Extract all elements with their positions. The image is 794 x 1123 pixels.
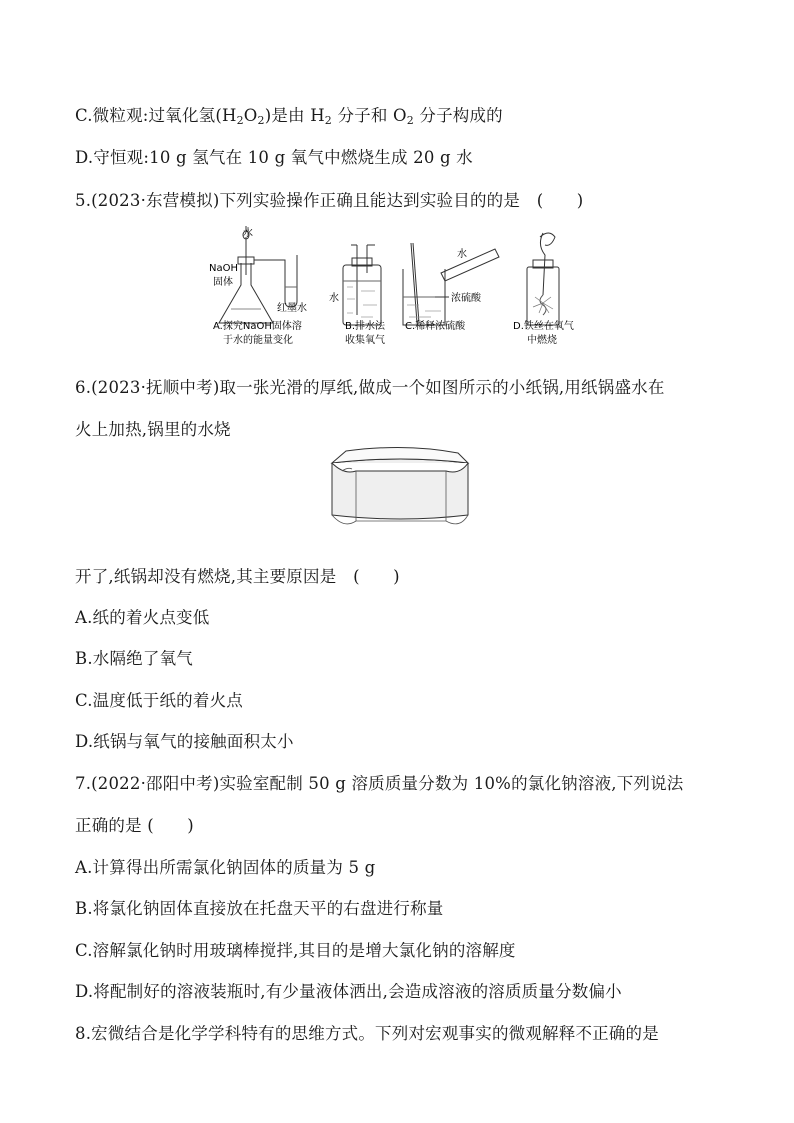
bottle-b: [343, 245, 381, 325]
q7-option-c: C.溶解氯化钠时用玻璃棒搅拌,其目的是增大氯化钠的溶解度: [75, 941, 516, 960]
q4-option-c: C.微粒观:过氧化氢$(H_2O_2)$是由 $H_2$ 分子和 $O_2$ 分子构成的: [75, 106, 503, 127]
d-caption-2: 中燃烧: [527, 335, 557, 346]
q7-stem-line-2: 正确的是 ( ): [75, 816, 194, 835]
b-label-water: 水: [329, 293, 339, 304]
q7-stem-line-1: 7.(2022·邵阳中考)实验室配制 50 g 溶质质量分数为 10%的氯化钠溶液,下列说法: [75, 774, 684, 793]
q5-stem: 5.(2023·东营模拟)下列实验操作正确且能达到实验目的的是 ( ): [75, 191, 584, 210]
b-caption-1: B.排水法: [345, 321, 386, 332]
q6-stem-line-1: 6.(2023·抚顺中考)取一张光滑的厚纸,做成一个如图所示的小纸锅,用纸锅盛水在: [75, 378, 665, 397]
q6-stem-line-3: 开了,纸锅却没有燃烧,其主要原因是 ( ): [75, 567, 400, 586]
q6-option-c: C.温度低于纸的着火点: [75, 691, 243, 710]
q6-stem-line-2: 火上加热,锅里的水烧: [75, 420, 231, 439]
a-label-ink: 红墨水: [277, 303, 307, 314]
q7-option-a: A.计算得出所需氯化钠固体的质量为 5 g: [75, 858, 376, 877]
a-label-water: 水: [243, 228, 253, 239]
b-caption-2: 收集氧气: [345, 335, 385, 346]
q8-stem: 8.宏微结合是化学学科特有的思维方式。下列对宏观事实的微观解释不正确的是: [75, 1024, 659, 1043]
a-label-solid: 固体: [213, 277, 233, 288]
a-label-naoh: NaOH: [209, 263, 238, 274]
c-label-acid: 浓硫酸: [451, 293, 481, 304]
a-caption-2: 于水的能量变化: [223, 335, 293, 346]
q7-option-d: D.将配制好的溶液装瓶时,有少量液体洒出,会造成溶液的溶质质量分数偏小: [75, 982, 622, 1001]
a-caption-1: A.探究NaOH固体溶: [213, 321, 302, 332]
q6-option-a: A.纸的着火点变低: [75, 608, 210, 627]
beaker-c: [403, 243, 499, 325]
q4-option-d: D.守恒观:10 g 氢气在 10 g 氧气中燃烧生成 20 g 水: [75, 148, 473, 167]
q6-option-d: D.纸锅与氧气的接触面积太小: [75, 732, 294, 751]
c-label-water: 水: [457, 249, 467, 260]
paper-pot-figure: [326, 445, 476, 540]
q6-option-b: B.水隔绝了氧气: [75, 649, 193, 668]
d-caption-1: D.铁丝在氧气: [513, 321, 574, 332]
q7-option-b: B.将氯化钠固体直接放在托盘天平的右盘进行称量: [75, 899, 444, 918]
c-caption: C.稀释浓硫酸: [405, 321, 466, 332]
q5-apparatus-figure: [205, 225, 590, 350]
bottle-d: [527, 233, 559, 325]
